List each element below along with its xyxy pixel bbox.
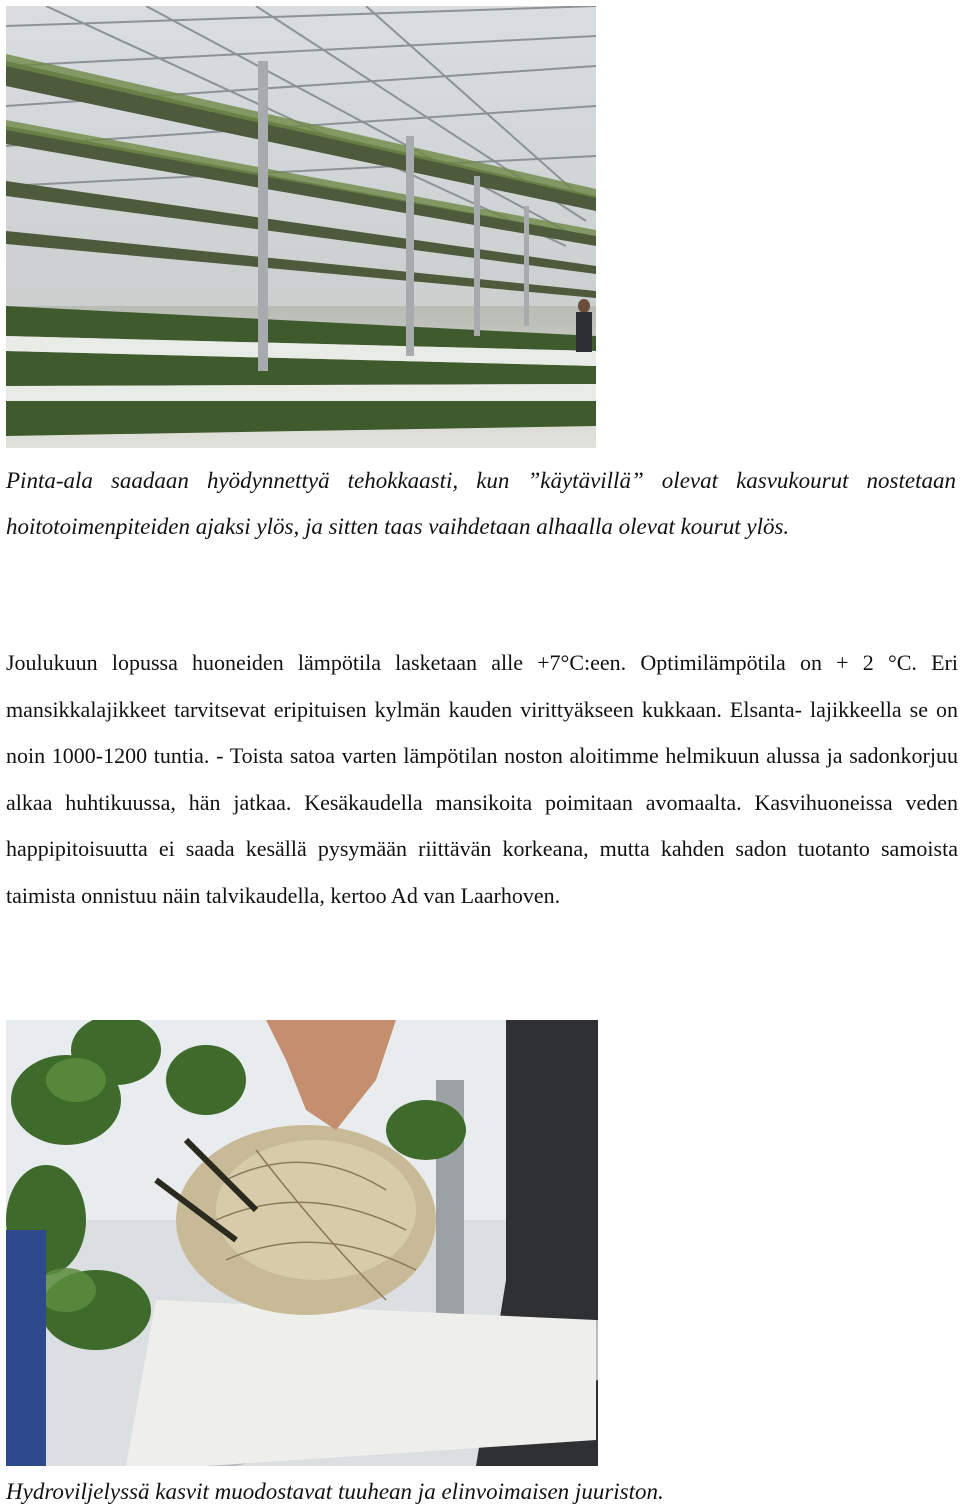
hydroponic-root-ball-photo-icon — [6, 1020, 598, 1466]
root-ball-photo — [6, 1020, 598, 1466]
article-body — [6, 640, 958, 919]
greenhouse-strawberry-photo-icon — [6, 6, 596, 448]
article-paragraph: Joulukuun lopussa huoneiden lämpötila lasketaan alle +7°C:een. Optimilämpötila on + 2 °C. Eri mansikkalajikkeet tarvitsevat eripituisen kylmän kauden virittyäkseen kukkaan. Elsanta- lajikkeella se on noin 1000-1200 tuntia. - Toista satoa varten lämpötilan noston aloitimme helmikuun alussa ja sadonkorjuu alkaa huhtikuussa, hän jatkaa. Kesäkaudella mansikoita poimitaan avomaalta. Kasvihuoneissa veden happipitoisuutta ei saada kesällä pysymään riittävän korkeana, mutta kahden sadon tuotanto samoista taimista onnistuu näin talvikaudella, kertoo Ad van Laarhoven. — [6, 650, 958, 908]
photo-caption-top: Pinta-ala saadaan hyödynnettyä tehokkaasti, kun ”käytävillä” olevat kasvukourut nostetaan hoitotoimenpiteiden ajaksi ylös, ja sitten taas vaihdetaan alhaalla olevat kourut ylös. — [6, 468, 956, 539]
photo-caption-bottom: Hydroviljelyssä kasvit muodostavat tuuhean ja elinvoimaisen juuriston. — [6, 1479, 664, 1504]
greenhouse-photo — [6, 6, 596, 448]
